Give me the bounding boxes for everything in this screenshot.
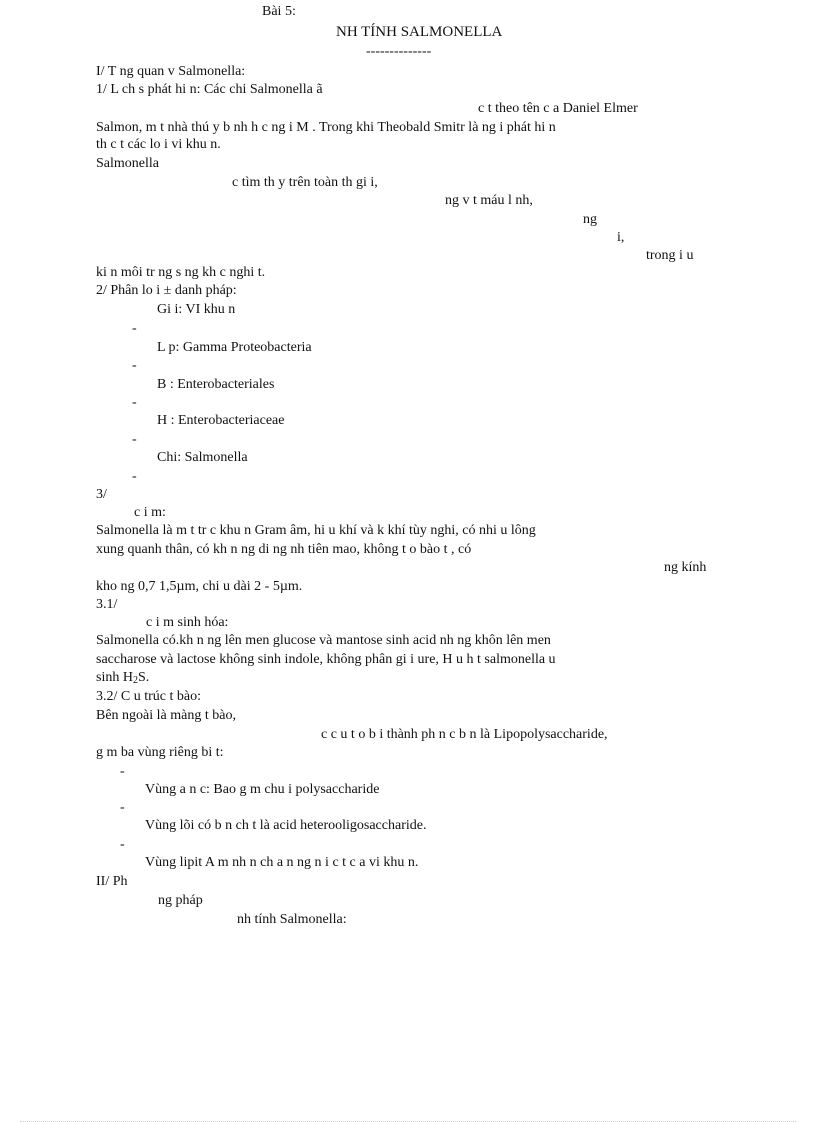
- section-3-number: 3/: [96, 487, 107, 502]
- zone-core: Vùng lõi có b n ch t là acid heterooligosaccharide.: [145, 818, 427, 833]
- features-line-2: xung quanh thân, có kh n ng di ng nh tiên mao, không t o bào t , có: [96, 542, 472, 557]
- features-line-3: ng kính: [664, 560, 707, 575]
- zone-dash: -: [120, 837, 125, 852]
- history-line-5: Salmonella: [96, 156, 159, 171]
- history-line-8: ng: [583, 212, 597, 227]
- page-title: NH TÍNH SALMONELLA: [336, 24, 503, 40]
- section-3-label: c i m:: [134, 505, 166, 520]
- section-II-line-3: nh tính Salmonella:: [237, 912, 347, 927]
- title-rule: --------------: [366, 44, 432, 59]
- taxonomy-genus: Chi: Salmonella: [157, 450, 248, 465]
- biochem-line-3: [96, 670, 149, 686]
- history-line-2: c t theo tên c a Daniel Elmer: [478, 101, 638, 116]
- history-line-6: c tìm th y trên toàn th gi i,: [232, 175, 378, 190]
- zone-dash: -: [120, 764, 125, 779]
- history-line-11: ki n môi tr ng s ng kh c nghi t.: [96, 265, 266, 280]
- cell-line-2: c c u t o b i thành ph n c b n là Lipopolysaccharide,: [321, 727, 608, 742]
- cell-line-1: Bên ngoài là màng t bào,: [96, 708, 236, 723]
- section-3-1-number: 3.1/: [96, 597, 118, 612]
- biochem-line-2: saccharose và lactose không sinh indole, không phân gi i ure, H u h t salmonella u: [96, 652, 556, 667]
- biochem-line-1: Salmonella có.kh n ng lên men glucose và mantose sinh acid nh ng khôn lên men: [96, 633, 551, 648]
- section-3-2-heading: 3.2/ C u trúc t bào:: [96, 689, 201, 704]
- h2s-prefix: sinh H: [96, 670, 133, 685]
- zone-polysaccharide: Vùng a n c: Bao g m chu i polysaccharide: [145, 782, 380, 797]
- zone-dash: -: [120, 800, 125, 815]
- taxonomy-dash: -: [132, 432, 137, 447]
- section-II-line-2: ng pháp: [158, 893, 203, 908]
- history-line-7: ng v t máu l nh,: [445, 193, 533, 208]
- taxonomy-dash: -: [132, 469, 137, 484]
- zone-lipid: Vùng lipit A m nh n ch a n ng n i c t c a vi khu n.: [145, 855, 419, 870]
- history-line-10: trong i u: [646, 248, 694, 263]
- taxonomy-class: L p: Gamma Proteobacteria: [157, 340, 312, 355]
- features-line-1: Salmonella là m t tr c khu n Gram âm, hi u khí và k khí tùy nghi, có nhi u lông: [96, 523, 536, 538]
- history-line-3: Salmon, m t nhà thú y b nh h c ng i M . Trong khi Theobald Smitr là ng i phát hi n: [96, 120, 556, 135]
- page-bottom-divider: [20, 1121, 796, 1122]
- section-1-heading: I/ T ng quan v Salmonella:: [96, 64, 246, 79]
- taxonomy-order: B : Enterobacteriales: [157, 377, 275, 392]
- features-line-4: kho ng 0,7 1,5µm, chi u dài 2 - 5µm.: [96, 579, 303, 594]
- history-line-1: 1/ L ch s phát hi n: Các chi Salmonella ã: [96, 82, 323, 97]
- h2s-subscript: 2: [132, 675, 138, 686]
- section-3-1-label: c i m sinh hóa:: [146, 615, 229, 630]
- history-line-9: i,: [617, 230, 625, 245]
- section-2-heading: 2/ Phân lo i ± danh pháp:: [96, 283, 237, 298]
- taxonomy-dash: -: [132, 321, 137, 336]
- taxonomy-dash: -: [132, 358, 137, 373]
- taxonomy-family: H : Enterobacteriaceae: [157, 413, 285, 428]
- section-II-heading: II/ Ph: [96, 874, 128, 889]
- h2s-suffix: S.: [137, 670, 150, 685]
- taxonomy-dash: -: [132, 395, 137, 410]
- lesson-label: Bài 5:: [262, 4, 296, 19]
- cell-line-3: g m ba vùng riêng bi t:: [96, 745, 224, 760]
- history-line-4: th c t các lo i vi khu n.: [96, 137, 221, 152]
- taxonomy-kingdom: Gi i: VI khu n: [157, 302, 236, 317]
